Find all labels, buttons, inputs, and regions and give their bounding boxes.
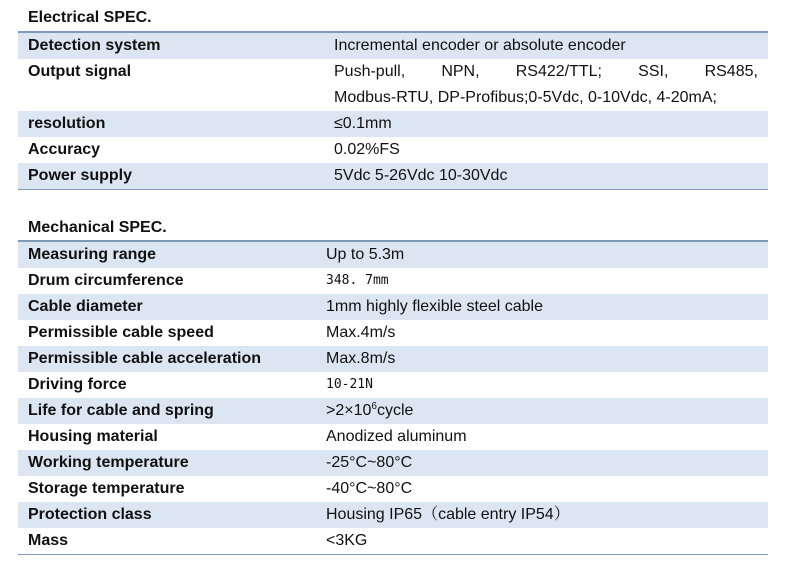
spec-value: 0.02%FS (334, 141, 400, 158)
table-row (18, 111, 768, 137)
spec-label: Driving force (28, 376, 127, 393)
signal-item: RS485, (704, 63, 758, 80)
spec-value: Max.4m/s (326, 324, 396, 341)
spec-value: Anodized aluminum (326, 428, 467, 445)
spec-value: Up to 5.3m (316, 241, 768, 268)
signal-item: NPN, (441, 63, 480, 80)
table-row (18, 346, 768, 372)
spec-label: Housing material (28, 428, 158, 445)
spec-label: Output signal (28, 63, 132, 80)
mechanical-spec-title: Mechanical SPEC. (28, 219, 167, 236)
spec-label: Power supply (18, 163, 324, 190)
signal-item: Push-pull, (334, 63, 406, 80)
spec-value: 1mm highly flexible steel cable (316, 294, 768, 320)
spec-value (324, 59, 768, 111)
output-signal-line1 (334, 59, 758, 85)
table-row (18, 59, 768, 111)
table-row (18, 137, 768, 163)
spec-value: Incremental encoder or absolute encoder (324, 32, 768, 59)
table-row (18, 502, 768, 528)
spec-label: Working temperature (18, 450, 316, 476)
signal-item: RS422/TTL; (515, 63, 602, 80)
spec-label: Life for cable and spring (18, 398, 316, 424)
mechanical-spec-table (18, 240, 768, 555)
spec-value (316, 398, 768, 424)
table-row (18, 268, 768, 294)
spec-value: <3KG (326, 532, 368, 549)
table-row (18, 32, 768, 59)
spec-value: -25°C~80°C (316, 450, 768, 476)
electrical-spec-title: Electrical SPEC. (28, 9, 152, 26)
spec-value: ≤0.1mm (324, 111, 768, 137)
output-signal-line2: Modbus-RTU, DP-Profibus;0-5Vdc, 0-10Vdc, 4-20mA; (334, 89, 717, 106)
spec-label: Accuracy (28, 141, 101, 158)
spec-label: Detection system (18, 32, 324, 59)
spec-value: Max.8m/s (316, 346, 768, 372)
table-row (18, 320, 768, 346)
spec-label: resolution (18, 111, 324, 137)
table-row (18, 450, 768, 476)
spec-label: Drum circumference (28, 272, 184, 289)
spec-value: -40°C~80°C (326, 480, 413, 497)
life-value-unit: cycle (376, 402, 414, 419)
table-row (18, 241, 768, 268)
table-row (18, 294, 768, 320)
spec-value: 348. 7mm (326, 273, 389, 288)
table-row (18, 528, 768, 555)
life-value-pre: >2×10 (326, 402, 372, 419)
spec-label: Cable diameter (18, 294, 316, 320)
spec-label: Storage temperature (28, 480, 185, 497)
spec-value: 5Vdc 5-26Vdc 10-30Vdc (324, 163, 768, 190)
spec-label: Permissible cable acceleration (18, 346, 316, 372)
electrical-spec-table (18, 31, 768, 190)
table-row (18, 476, 768, 502)
spec-label: Permissible cable speed (28, 324, 214, 341)
signal-item: SSI, (638, 63, 669, 80)
spec-label: Protection class (18, 502, 316, 528)
table-row (18, 398, 768, 424)
table-row (18, 372, 768, 398)
spec-label: Measuring range (18, 241, 316, 268)
spec-label: Mass (28, 532, 69, 549)
spec-value: Housing IP65（cable entry IP54） (316, 502, 768, 528)
table-row (18, 424, 768, 450)
life-value-exponent: 6 (371, 401, 377, 412)
table-row (18, 163, 768, 190)
spec-value: 10-21N (326, 377, 373, 392)
